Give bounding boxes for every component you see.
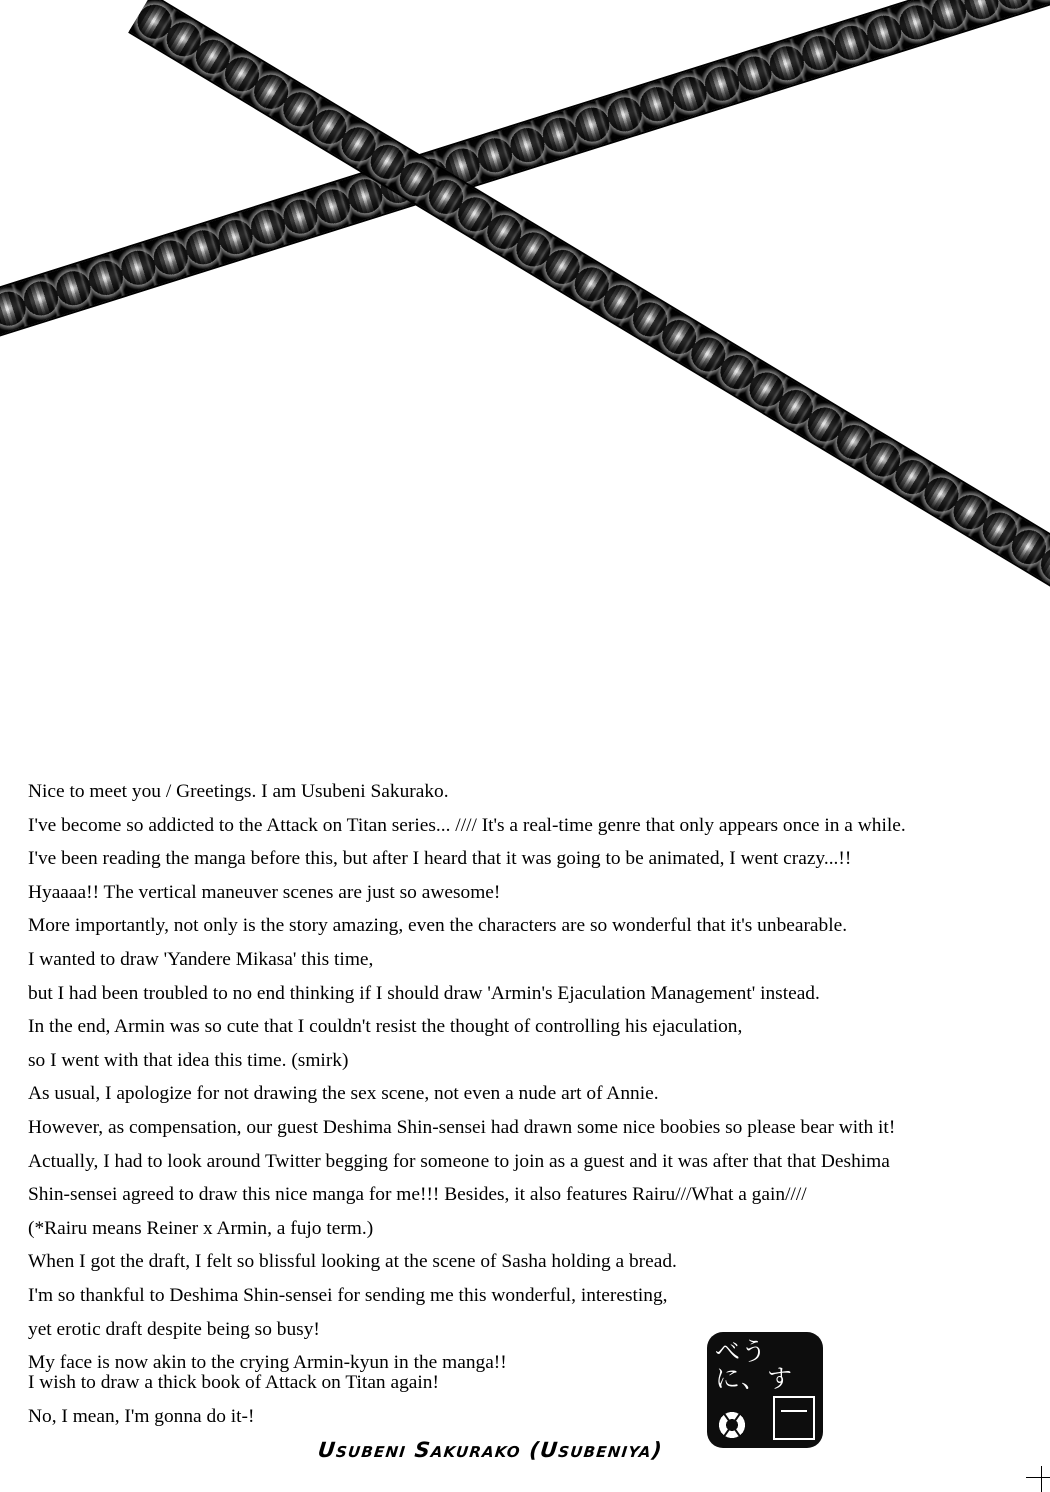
afterword-line: Shin-sensei agreed to draw this nice manga for me!!! Besides, it also features Rairu///What a gain////: [28, 1184, 807, 1206]
usubeniya-logo: [707, 1332, 823, 1448]
afterword-line: My face is now akin to the crying Armin-kyun in the manga!!: [28, 1352, 507, 1374]
closing-line: No, I mean, I'm gonna do it-!: [28, 1405, 255, 1427]
afterword-line: Actually, I had to look around Twitter begging for someone to join as a guest and it was after that that Deshima: [28, 1150, 890, 1172]
afterword-line: I'm so thankful to Deshima Shin-sensei for sending me this wonderful, interesting,: [28, 1284, 668, 1306]
afterword-line: but I had been troubled to no end thinking if I should draw 'Armin's Ejaculation Management' instead.: [28, 982, 820, 1004]
page-edge-mark-horizontal: [1026, 1477, 1050, 1478]
afterword-line: As usual, I apologize for not drawing the sex scene, not even a nude art of Annie.: [28, 1083, 659, 1105]
afterword-line: In the end, Armin was so cute that I couldn't resist the thought of controlling his ejaculation,: [28, 1016, 743, 1038]
afterword-line: More importantly, not only is the story amazing, even the characters are so wonderful that it's unbearable.: [28, 915, 848, 937]
afterword-line: I wanted to draw 'Yandere Mikasa' this time,: [28, 948, 374, 970]
afterword-line: When I got the draft, I felt so blissful looking at the scene of Sasha holding a bread.: [28, 1251, 677, 1273]
logo-box-mark: [773, 1396, 815, 1440]
afterword-line: I've become so addicted to the Attack on Titan series... //// It's a real-time genre that only appears once in a while.: [28, 814, 906, 836]
logo-glyph-line-1: べう: [715, 1337, 768, 1366]
afterword-closing: [28, 1366, 728, 1433]
afterword-line: (*Rairu means Reiner x Armin, a fujo term.): [28, 1217, 374, 1239]
chain-diagonal-up: [128, 0, 1050, 610]
afterword-line: Hyaaaa!! The vertical maneuver scenes are just so awesome!: [28, 881, 501, 903]
afterword-line: Nice to meet you / Greetings. I am Usubeni Sakurako.: [28, 781, 449, 802]
chain-links: [0, 0, 1050, 347]
page-edge-mark-vertical: [1041, 1466, 1042, 1492]
flower-icon: [717, 1410, 747, 1440]
afterword-text: [28, 775, 1008, 1380]
chain-links: [128, 0, 1050, 610]
chain-illustration: [0, 0, 1050, 640]
chain-diagonal-down: [0, 0, 1050, 347]
afterword-line: I've been reading the manga before this, but after I heard that it was going to be animated, I went crazy...!!: [28, 848, 852, 870]
closing-line: I wish to draw a thick book of Attack on Titan again!: [28, 1372, 439, 1393]
afterword-line: yet erotic draft despite being so busy!: [28, 1318, 320, 1340]
logo-glyph-line-2: に、す: [715, 1364, 794, 1393]
afterword-line: so I went with that idea this time. (smirk): [28, 1049, 349, 1071]
afterword-line: However, as compensation, our guest Deshima Shin-sensei had drawn some nice boobies so please bear with it!: [28, 1116, 896, 1138]
author-signature: Usubeni Sakurako (Usubeniya): [316, 1438, 664, 1462]
